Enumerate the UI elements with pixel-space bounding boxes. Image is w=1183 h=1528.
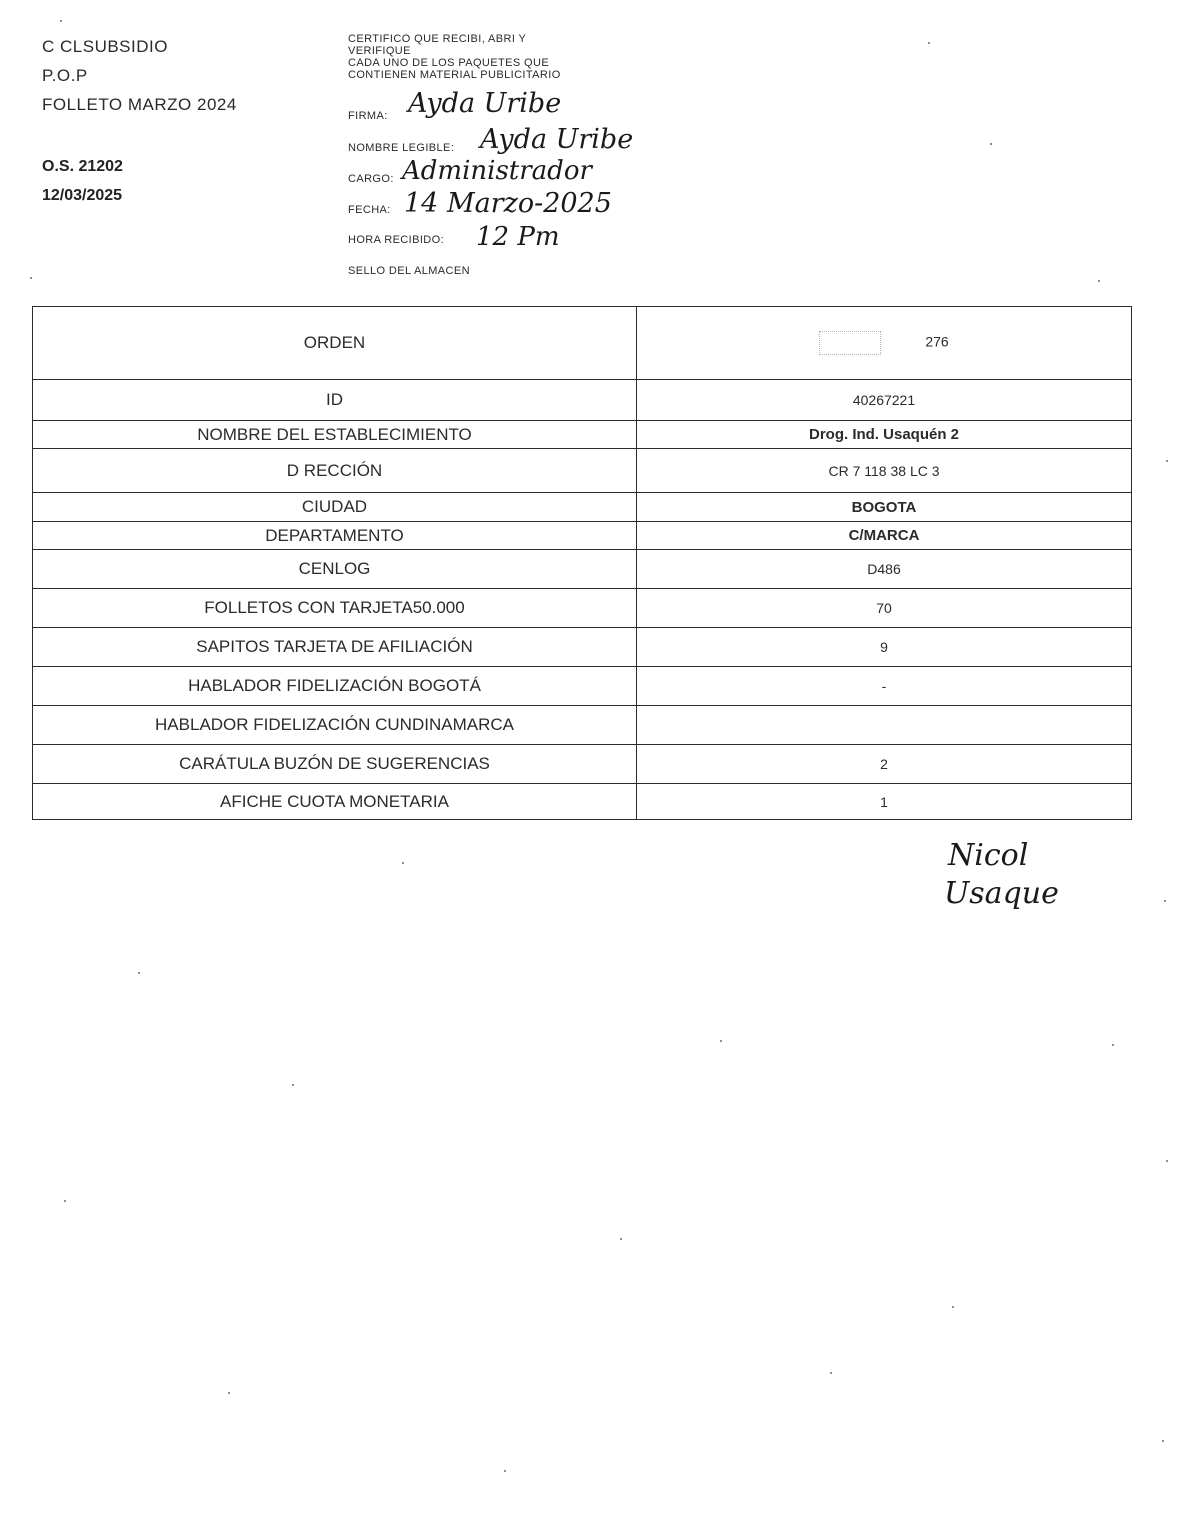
- row-label: FOLLETOS CON TARJETA50.000: [33, 589, 637, 628]
- nombre-value: Ayda Uribe: [480, 124, 634, 155]
- table-row: [33, 550, 1132, 589]
- row-label: HABLADOR FIDELIZACIÓN CUNDINAMARCA: [33, 706, 637, 745]
- row-label: ID: [33, 380, 637, 421]
- row-label: CIUDAD: [33, 493, 637, 522]
- hora-label: HORA RECIBIDO:: [348, 234, 445, 246]
- redaction-box: [819, 331, 881, 355]
- table-row: [33, 380, 1132, 421]
- row-value: BOGOTA: [637, 493, 1132, 522]
- company-name: C CLSUBSIDIO: [42, 37, 168, 56]
- row-label: D RECCIÓN: [33, 449, 637, 493]
- row-value: D486: [637, 550, 1132, 589]
- table-row: [33, 706, 1132, 745]
- row-value: -: [637, 667, 1132, 706]
- table-row: [33, 628, 1132, 667]
- table-row: [33, 421, 1132, 449]
- row-value: 40267221: [637, 380, 1132, 421]
- cert-line: CERTIFICO QUE RECIBI, ABRI Y: [348, 33, 527, 45]
- firma-signature: Ayda Uribe: [408, 88, 562, 119]
- table-row: [33, 449, 1132, 493]
- table-row: [33, 667, 1132, 706]
- row-value-orden: [637, 307, 1132, 380]
- document-type: P.O.P: [42, 66, 88, 85]
- row-label: DEPARTAMENTO: [33, 522, 637, 550]
- row-value: 9: [637, 628, 1132, 667]
- row-label-orden: ORDEN: [33, 307, 637, 380]
- row-value: CR 7 118 38 LC 3: [637, 449, 1132, 493]
- handwritten-note-line1: Nicol: [948, 838, 1029, 873]
- cert-line: CONTIENEN MATERIAL PUBLICITARIO: [348, 69, 561, 81]
- cert-line: VERIFIQUE: [348, 45, 411, 57]
- handwritten-note-line2: Usaque: [944, 876, 1059, 911]
- row-value: 70: [637, 589, 1132, 628]
- table-row: [33, 522, 1132, 550]
- table-row: [33, 493, 1132, 522]
- sello-label: SELLO DEL ALMACEN: [348, 265, 470, 277]
- row-label: NOMBRE DEL ESTABLECIMIENTO: [33, 421, 637, 449]
- firma-label: FIRMA:: [348, 110, 388, 122]
- row-label: HABLADOR FIDELIZACIÓN BOGOTÁ: [33, 667, 637, 706]
- header-left: [42, 32, 237, 204]
- row-value: 2: [637, 745, 1132, 784]
- row-value: [637, 706, 1132, 745]
- delivery-table: [32, 306, 1132, 820]
- table-row: [33, 745, 1132, 784]
- table-row: [33, 784, 1132, 820]
- orden-number: 276: [925, 333, 949, 350]
- row-label: CENLOG: [33, 550, 637, 589]
- row-label: AFICHE CUOTA MONETARIA: [33, 784, 637, 820]
- row-label: SAPITOS TARJETA DE AFILIACIÓN: [33, 628, 637, 667]
- row-value: C/MARCA: [637, 522, 1132, 550]
- row-value: Drog. Ind. Usaquén 2: [637, 421, 1132, 449]
- issue-date: 12/03/2025: [42, 187, 123, 204]
- cargo-value: Administrador: [402, 156, 592, 186]
- hora-value: 12 Pm: [476, 222, 560, 252]
- service-order-number: O.S. 21202: [42, 158, 123, 175]
- certificate-statement: [348, 33, 628, 81]
- cert-line: CADA UNO DE LOS PAQUETES QUE: [348, 57, 550, 69]
- cargo-label: CARGO:: [348, 173, 394, 185]
- table-row: [33, 307, 1132, 380]
- row-label: CARÁTULA BUZÓN DE SUGERENCIAS: [33, 745, 637, 784]
- fecha-label: FECHA:: [348, 204, 391, 216]
- nombre-label: NOMBRE LEGIBLE:: [348, 142, 455, 154]
- table-row: [33, 589, 1132, 628]
- fecha-value: 14 Marzo-2025: [404, 188, 612, 219]
- campaign-name: FOLLETO MARZO 2024: [42, 95, 237, 114]
- row-value: 1: [637, 784, 1132, 820]
